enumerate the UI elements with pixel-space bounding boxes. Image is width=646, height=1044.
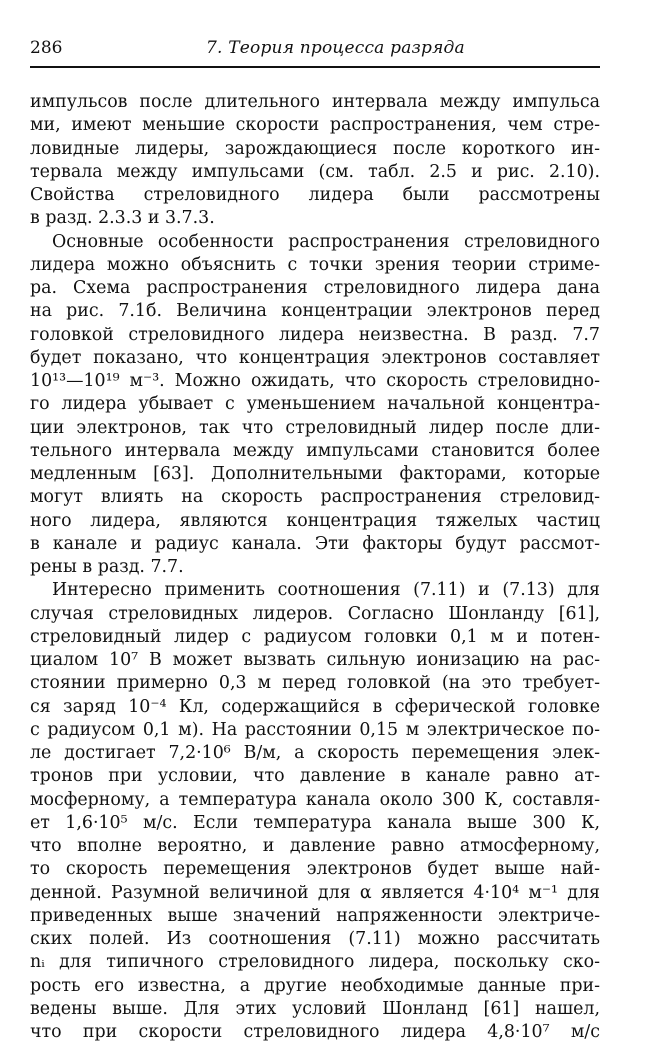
text-line: на рис. 7.1б. Величина концентрации электронов перед [30, 301, 600, 322]
text-line: ведены выше. Для этих условий Шонланд [61] нашел, [30, 998, 600, 1019]
book-page [30, 0, 600, 1042]
text-line: стреловидный лидер с радиусом головки 0,1 м и потен- [30, 626, 600, 647]
page-number: 286 [30, 38, 63, 58]
text-line: ских полей. Из соотношения (7.11) можно рассчитать [30, 929, 600, 949]
body-text [30, 91, 600, 1044]
text-line: то скорость перемещения электронов будет выше най- [30, 859, 600, 880]
text-line: ле достигает 7,2·10⁶ В/м, а скорость перемещения элек- [30, 743, 600, 763]
text-line: Свойства стреловидного лидера были рассмотрены [30, 185, 600, 205]
text-line: nᵢ для типичного стреловидного лидера, поскольку ско- [30, 952, 600, 973]
text-line: мосферному, а температура канала около 300 К, составля- [30, 789, 600, 810]
text-line: могут влиять на скорость распространения стреловид- [30, 487, 600, 508]
text-line: ловидные лидеры, зарождающиеся после короткого ин- [30, 138, 600, 159]
text-line: тронов при условии, что давление в канале равно ат- [30, 766, 600, 787]
text-line: го лидера убывает с уменьшением начальной концентра- [30, 394, 600, 415]
text-line: будет показано, что концентрация электронов составляет [30, 347, 600, 368]
text-line: лидера можно объяснить с точки зрения теории стриме- [30, 254, 600, 275]
text-line: рость его известна, а другие необходимые данные при- [30, 975, 600, 996]
text-line: ся заряд 10⁻⁴ Кл, содержащийся в сферической головке [30, 696, 600, 717]
text-line: что вполне вероятно, и давление равно атмосферному, [30, 836, 600, 856]
text-line: тервала между импульсами (см. табл. 2.5 и рис. 2.10). [30, 161, 600, 182]
text-line: циалом 10⁷ В может вызвать сильную ионизацию на рас- [30, 650, 600, 670]
text-line: приведенных выше значений напряженности электриче- [30, 905, 600, 926]
text-line: случая стреловидных лидеров. Согласно Шонланду [61], [30, 603, 600, 624]
text-line: 10¹³—10¹⁹ м⁻³. Можно ожидать, что скорость стреловидно- [30, 371, 600, 391]
text-line: импульсов после длительного интервала между импульса [30, 92, 600, 112]
paragraph-start-line: Основные особенности распространения стреловидного [52, 231, 600, 252]
page-header [30, 38, 600, 68]
paragraph-start-line: Интересно применить соотношения (7.11) и (7.13) для [52, 580, 600, 601]
text-line: стоянии примерно 0,3 м перед головкой (на это требует- [30, 673, 600, 694]
text-line: ного лидера, являются концентрация тяжелых частиц [30, 510, 600, 531]
text-line: ра. Схема распространения стреловидного лидера дана [30, 278, 600, 298]
text-line: в разд. 2.3.3 и 3.7.3. [30, 208, 215, 229]
text-line: в канале и радиус канала. Эти факторы будут рассмот- [30, 533, 600, 554]
text-line: что при скорости стреловидного лидера 4,8·10⁷ м/с [30, 1022, 600, 1042]
text-line: ми, имеют меньшие скорости распространения, чем стре- [30, 115, 600, 136]
text-line: рены в разд. 7.7. [30, 557, 184, 577]
text-line: ции электронов, так что стреловидный лидер после дли- [30, 417, 600, 438]
text-line: ет 1,6·10⁵ м/с. Если температура канала выше 300 К, [30, 812, 600, 833]
text-line: медленным [63]. Дополнительными факторами, которые [30, 464, 600, 484]
running-head: 7. Теория процесса разряда [206, 38, 465, 58]
text-line: денной. Разумной величиной для α является 4·10⁴ м⁻¹ для [30, 882, 600, 903]
text-line: тельного интервала между импульсами становится более [30, 440, 600, 461]
text-line: с радиусом 0,1 м). На расстоянии 0,15 м электрическое по- [30, 719, 600, 740]
text-line: головкой стреловидного лидера неизвестна. В разд. 7.7 [30, 324, 600, 345]
